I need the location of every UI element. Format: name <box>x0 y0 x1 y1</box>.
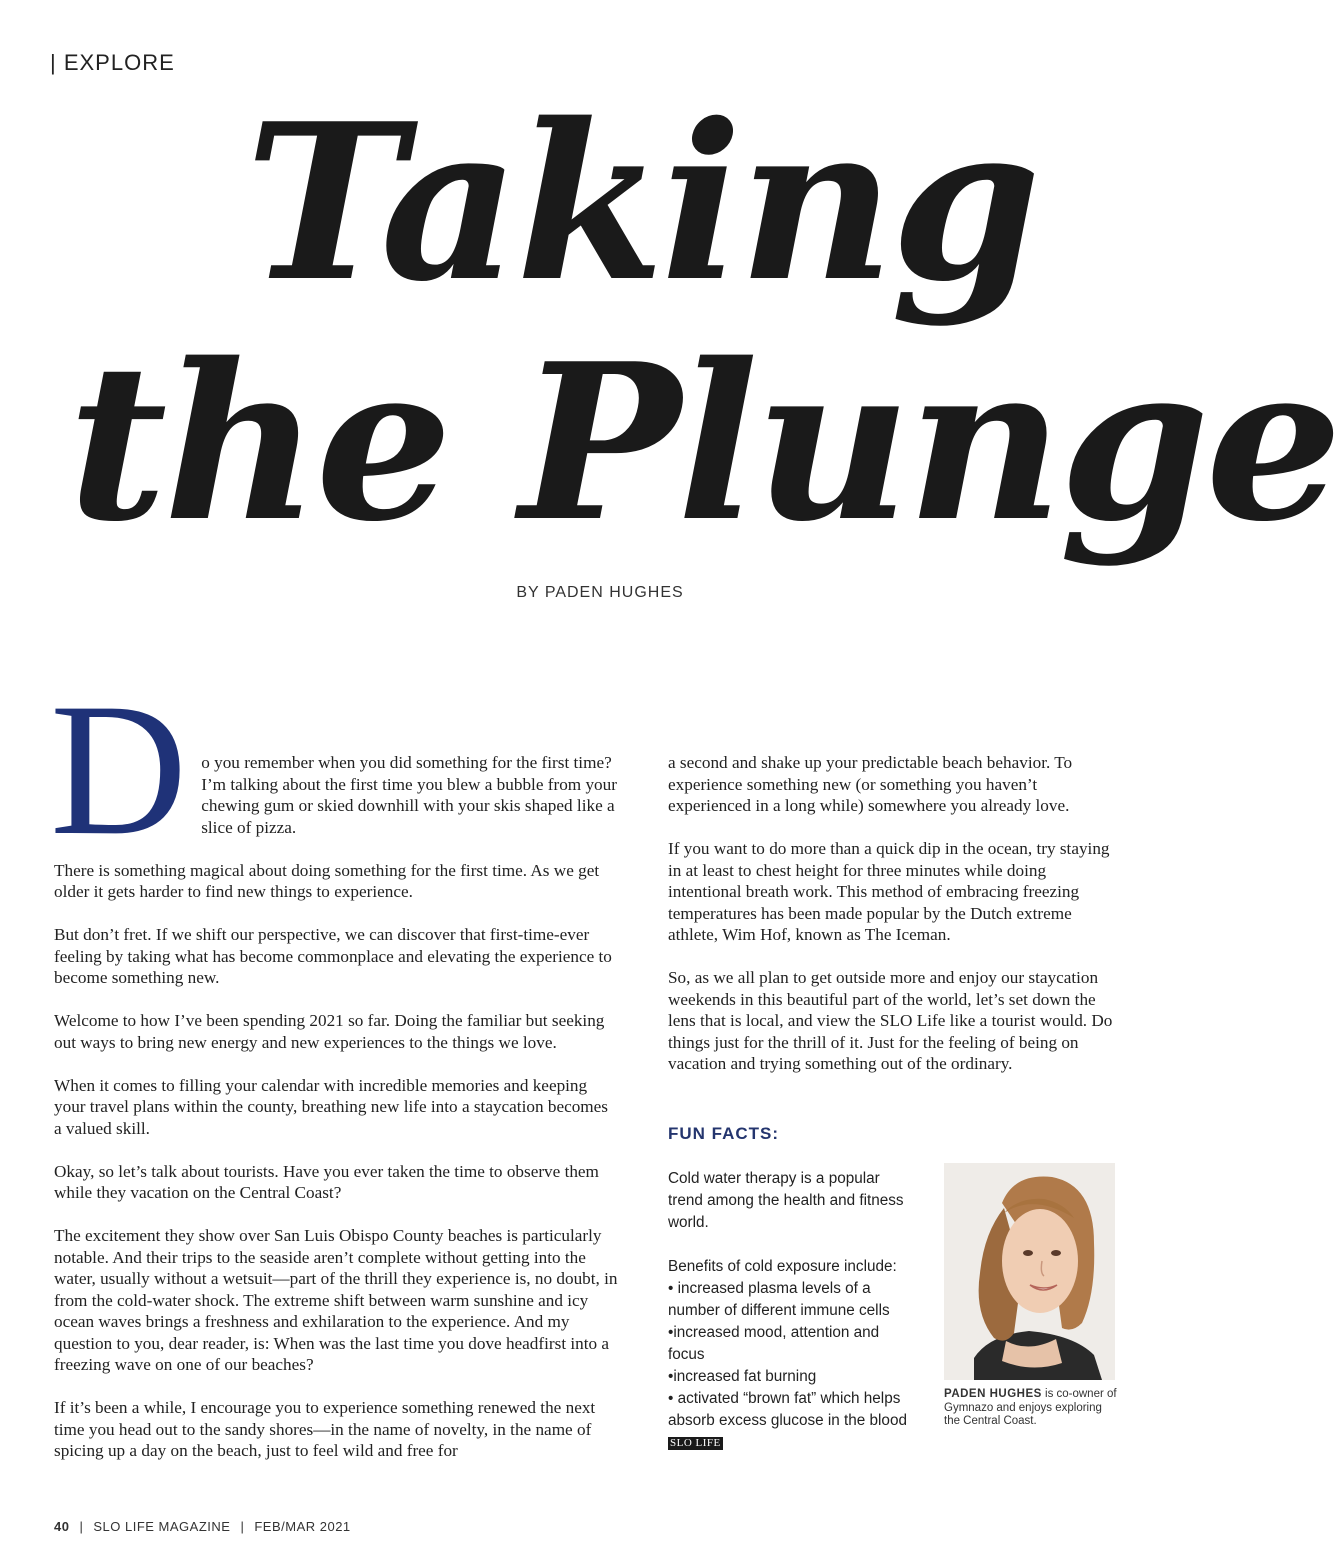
title-line-2: the Plunge <box>68 316 1338 569</box>
first-paragraph <box>50 665 619 875</box>
benefits-intro: Benefits of cold exposure include: <box>668 1258 897 1275</box>
paragraph: When it comes to filling your calendar with incredible memories and keeping your travel plans within the county, breathing new life into a staycation becomes a valued skill. <box>54 1075 608 1138</box>
slo-life-end-mark: SLO LIFE <box>670 1437 721 1449</box>
first-paragraph-text: o you remember when you did something for the first time? I’m talking about the first time you blew a bubble from your chewing gum or skied downhill with your skis shaped like a slice of pizza. <box>201 753 617 837</box>
author-caption <box>944 1388 1119 1429</box>
paragraph: So, as we all plan to get outside more and enjoy our staycation weekends in this beautiful part of the world, let’s set down the lens that is local, and view the SLO Life like a tourist would. Do things just for the thrill of it. Just for the feeling of being on vacation and trying something out of the ordinary. <box>668 968 1113 1073</box>
page-number: 40 <box>54 1519 70 1534</box>
publication-name: SLO LIFE MAGAZINE <box>93 1519 231 1534</box>
fun-facts-intro: Cold water therapy is a popular trend among the health and fitness world. <box>668 1170 904 1231</box>
benefit-item: •increased mood, attention and focus <box>668 1324 880 1363</box>
title-line-1: Taking <box>245 76 1038 329</box>
paragraph: If it’s been a while, I encourage you to experience something renewed the next time you head out to the sandy shores—in the name of novelty, in the name of spicing up a day on the beach, just to feel wild and free for <box>54 1398 596 1460</box>
issue-date: FEB/MAR 2021 <box>254 1519 351 1534</box>
paragraph: But don’t fret. If we shift our perspective, we can discover that first-time-ever feeling by taking what has become commonplace and elevating the experience to become something new. <box>54 925 612 987</box>
author-portrait-icon <box>944 1163 1115 1380</box>
paragraph: If you want to do more than a quick dip in the ocean, try staying in at least to chest height for three minutes while doing intentional breath work. This method of embracing freezing temperatures has been made popular by the Dutch extreme athlete, Wim Hof, known as The Iceman. <box>668 839 1110 944</box>
author-bio: is co-owner of Gymnazo and enjoys exploring the Central Coast. <box>944 1388 1117 1427</box>
benefits-list <box>668 1256 918 1454</box>
benefit-item-text: • activated “brown fat” which helps absorb excess glucose in the blood <box>668 1390 907 1429</box>
benefit-item <box>668 1388 918 1454</box>
footer-separator: | <box>240 1519 245 1534</box>
author-name: PADEN HUGHES <box>944 1388 1042 1400</box>
fun-facts-heading: FUN FACTS: <box>668 1124 780 1143</box>
benefit-item: • increased plasma levels of a number of different immune cells <box>668 1280 890 1319</box>
paragraph: a second and shake up your predictable beach behavior. To experience something new (or something you haven’t experienced in a long while) somewhere you already love. <box>668 753 1073 815</box>
page-footer <box>54 1519 351 1534</box>
paragraph: Okay, so let’s talk about tourists. Have you ever taken the time to observe them while they vacation on the Central Coast? <box>54 1161 599 1202</box>
article-right-column <box>668 752 1118 1096</box>
paragraph: There is something magical about doing something for the first time. As we get older it gets harder to find new things to experience. <box>54 860 600 901</box>
author-photo <box>944 1163 1115 1380</box>
benefit-item: •increased fat burning <box>668 1368 817 1385</box>
footer-separator: | <box>79 1519 84 1534</box>
fun-facts-box <box>668 1168 918 1454</box>
article-left-column <box>50 665 619 1483</box>
drop-cap: D <box>50 665 188 875</box>
byline: BY PADEN HUGHES <box>516 584 684 601</box>
paragraph: Welcome to how I’ve been spending 2021 so far. Doing the familiar but seeking out ways to bring new energy and new experiences to the things we love. <box>54 1011 605 1052</box>
paragraph: The excitement they show over San Luis Obispo County beaches is particularly notable. And their trips to the seaside aren’t complete without getting into the water, usually without a wetsuit—part of the thrill they experience is, no doubt, in from the cold-water shock. The extreme shift between warm sunshine and icy ocean waves brings a freshness and exhilaration to the experience. And my question to you, dear reader, is: When was the last time you dove headfirst into a freezing wave on one of our beaches? <box>54 1226 618 1374</box>
section-label: | EXPLORE <box>50 50 175 75</box>
